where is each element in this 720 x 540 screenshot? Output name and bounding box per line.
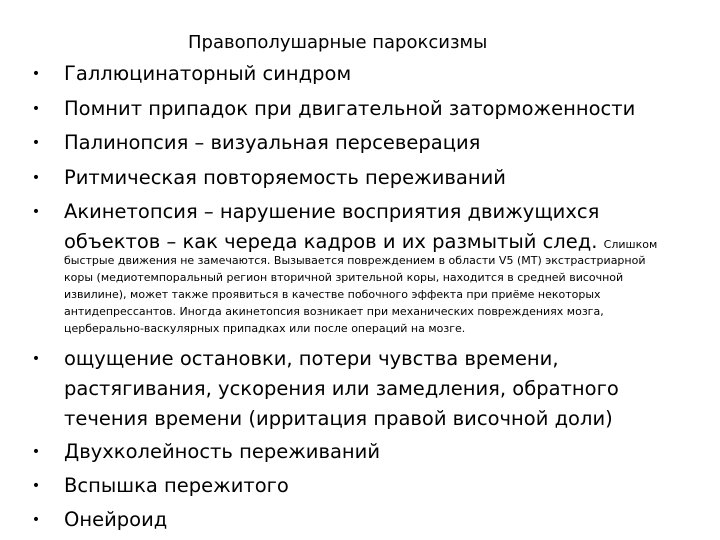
time-line-1: ощущение остановки, потери чувства времени,	[64, 347, 559, 370]
bullet-icon: •	[31, 135, 41, 151]
time-line-2: растягивания, ускорения или замедления, обратного	[64, 377, 619, 400]
time-line-3: течения времени (ирритация правой височной доли)	[64, 407, 613, 430]
bullet-icon: •	[31, 170, 41, 186]
list-item-text: Онейроид	[64, 508, 168, 531]
list-item-text: Галлюцинаторный синдром	[64, 62, 352, 85]
note-line: извилине), может также проявиться в качестве побочного эффекта при приёме некоторых	[64, 288, 601, 301]
akinetopsia-note-start: Слишком	[603, 238, 658, 251]
bullet-icon: •	[31, 444, 41, 460]
note-line: антидепрессантов. Иногда акинетопсия возникает при механических повреждениях мозга,	[64, 305, 604, 318]
bullet-icon: •	[31, 204, 41, 220]
note-line: церберально-васкулярных припадках или после операций на мозге.	[64, 322, 466, 335]
note-line: быстрые движения не замечаются. Вызывается повреждением в области V5 (MT) экстрастриарной	[64, 254, 646, 267]
list-item-text: Двухколейность переживаний	[64, 440, 380, 463]
akinetopsia-note	[64, 252, 664, 337]
bullet-icon: •	[31, 66, 41, 82]
list-item-text: Помнит припадок при двигательной заторможенности	[64, 97, 636, 120]
slide-title: Правополушарные пароксизмы	[188, 32, 488, 53]
list-item-text: Палинопсия – визуальная персеверация	[64, 131, 481, 154]
bullet-icon: •	[31, 351, 41, 367]
note-line: коры (медиотемпоральный регион вторичной зрительной коры, находится в средней височной	[64, 271, 624, 284]
bullet-icon: •	[31, 478, 41, 494]
bullet-icon: •	[31, 101, 41, 117]
list-item-text: Ритмическая повторяемость переживаний	[64, 166, 506, 189]
bullet-icon: •	[31, 512, 41, 528]
akinetopsia-line-1: Акинетопсия – нарушение восприятия движущихся	[64, 200, 600, 223]
list-item-text: Вспышка пережитого	[64, 474, 289, 497]
akinetopsia-line-2-text: объектов – как череда кадров и их размытый след.	[64, 230, 598, 253]
